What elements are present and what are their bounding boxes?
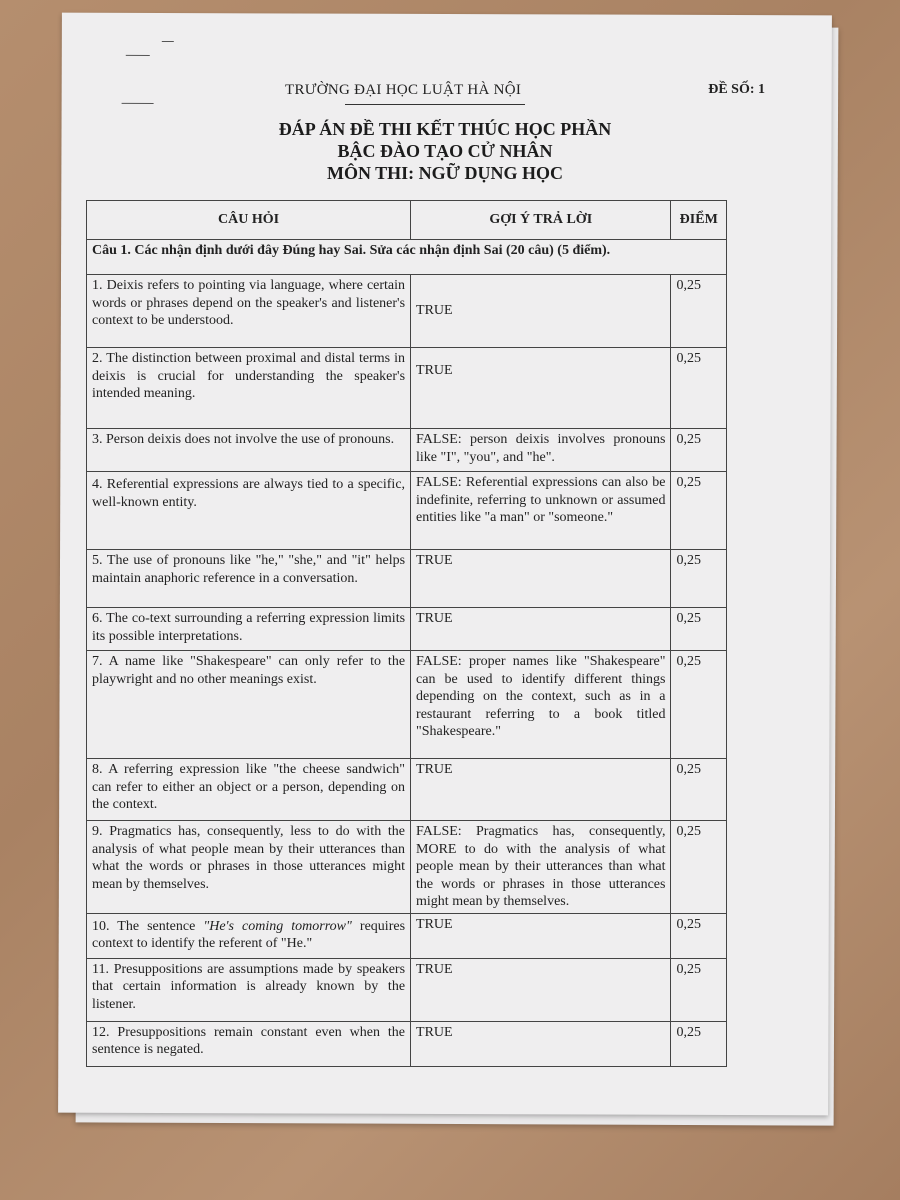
answer-cell: FALSE: proper names like "Shakespeare" can be used to identify different things depending on the context, such as in a restaurant referring to a book titled "Shakespeare." — [411, 651, 671, 759]
question-text: 10. The sentence — [92, 918, 204, 934]
pen-mark — [122, 103, 154, 104]
answer-table — [86, 200, 727, 1067]
question-cell: 3. Person deixis does not involve the use of pronouns. — [87, 429, 411, 472]
school-underline — [345, 104, 525, 105]
table-row — [87, 1021, 727, 1066]
table-row — [87, 550, 727, 608]
pen-mark — [126, 55, 150, 56]
question-cell: 4. Referential expressions are always tied to a specific, well-known entity. — [87, 472, 411, 550]
school-name: TRƯỜNG ĐẠI HỌC LUẬT HÀ NỘI — [285, 82, 522, 98]
score-cell: 0,25 — [671, 429, 727, 472]
question-cell — [87, 913, 411, 958]
table-row — [87, 429, 727, 472]
table-row — [87, 275, 727, 348]
table-header-row — [87, 201, 727, 240]
score-cell: 0,25 — [671, 608, 727, 651]
question-cell: 6. The co-text surrounding a referring expression limits its possible interpretations. — [87, 608, 411, 651]
answer-cell: TRUE — [411, 958, 671, 1021]
answer-cell: TRUE — [411, 759, 671, 821]
score-cell: 0,25 — [671, 472, 727, 550]
table-row — [87, 759, 727, 821]
question-cell: 1. Deixis refers to pointing via language, where certain words or phrases depend on the speaker's and listener's context to be understood. — [87, 275, 411, 348]
score-cell: 0,25 — [671, 913, 727, 958]
answer-cell: TRUE — [411, 913, 671, 958]
score-cell: 0,25 — [671, 958, 727, 1021]
table-row — [87, 651, 727, 759]
table-row — [87, 348, 727, 429]
document-header — [285, 82, 765, 106]
table-row — [87, 608, 727, 651]
answer-cell: TRUE — [411, 348, 671, 429]
score-cell: 0,25 — [671, 759, 727, 821]
score-cell: 0,25 — [671, 821, 727, 914]
table-row — [87, 821, 727, 914]
answer-cell: FALSE: Referential expressions can also be indefinite, referring to unknown or assumed entities like "a man" or "someone." — [411, 472, 671, 550]
title-line-1: ĐÁP ÁN ĐỀ THI KẾT THÚC HỌC PHẦN — [278, 119, 612, 139]
header-score: ĐIỂM — [671, 201, 727, 240]
header-answer: GỢI Ý TRẢ LỜI — [411, 201, 671, 240]
title-line-3: MÔN THI: NGỮ DỤNG HỌC — [327, 163, 563, 183]
pen-mark — [162, 41, 174, 42]
score-cell: 0,25 — [671, 550, 727, 608]
title-line-2: BẬC ĐÀO TẠO CỬ NHÂN — [337, 141, 553, 161]
question-cell: 11. Presuppositions are assumptions made by speakers that certain information is already known by the listener. — [87, 958, 411, 1021]
section-title: Câu 1. Các nhận định dưới đây Đúng hay Sai. Sửa các nhận định Sai (20 câu) (5 điểm). — [87, 240, 727, 275]
exam-code: ĐỀ SỐ: 1 — [708, 82, 765, 97]
header-question: CÂU HỎI — [87, 201, 411, 240]
question-cell: 12. Presuppositions remain constant even when the sentence is negated. — [87, 1021, 411, 1066]
question-cell: 9. Pragmatics has, consequently, less to do with the analysis of what people mean by their utterances than what the words or phrases in those utterances might mean by themselves. — [87, 821, 411, 914]
score-cell: 0,25 — [671, 651, 727, 759]
answer-cell: FALSE: Pragmatics has, consequently, MORE to do with the analysis of what people mean by their utterances than what the words or phrases in those utterances might mean by themselves. — [411, 821, 671, 914]
section-row — [87, 240, 727, 275]
question-cell: 2. The distinction between proximal and distal terms in deixis is crucial for understanding the speaker's intended meaning. — [87, 348, 411, 429]
score-cell: 0,25 — [671, 348, 727, 429]
question-text: requires context to identify the referent of "He." — [92, 918, 406, 951]
table-row — [87, 958, 727, 1021]
answer-cell: TRUE — [411, 608, 671, 651]
table-row — [87, 913, 727, 958]
score-cell: 0,25 — [671, 1021, 727, 1066]
answer-cell: TRUE — [411, 550, 671, 608]
question-quoted-sentence: "He's coming tomorrow" — [203, 918, 352, 934]
answer-cell: FALSE: person deixis involves pronouns like "I", "you", and "he". — [411, 429, 671, 472]
question-cell: 8. A referring expression like "the cheese sandwich" can refer to either an object or a person, depending on the context. — [87, 759, 411, 821]
score-cell: 0,25 — [671, 275, 727, 348]
question-cell: 5. The use of pronouns like "he," "she," and "it" helps maintain anaphoric reference in a conversation. — [87, 550, 411, 608]
document-title — [60, 118, 830, 184]
answer-cell: TRUE — [411, 275, 671, 348]
question-cell: 7. A name like "Shakespeare" can only refer to the playwright and no other meanings exist. — [87, 651, 411, 759]
table-row — [87, 472, 727, 550]
answer-cell: TRUE — [411, 1021, 671, 1066]
